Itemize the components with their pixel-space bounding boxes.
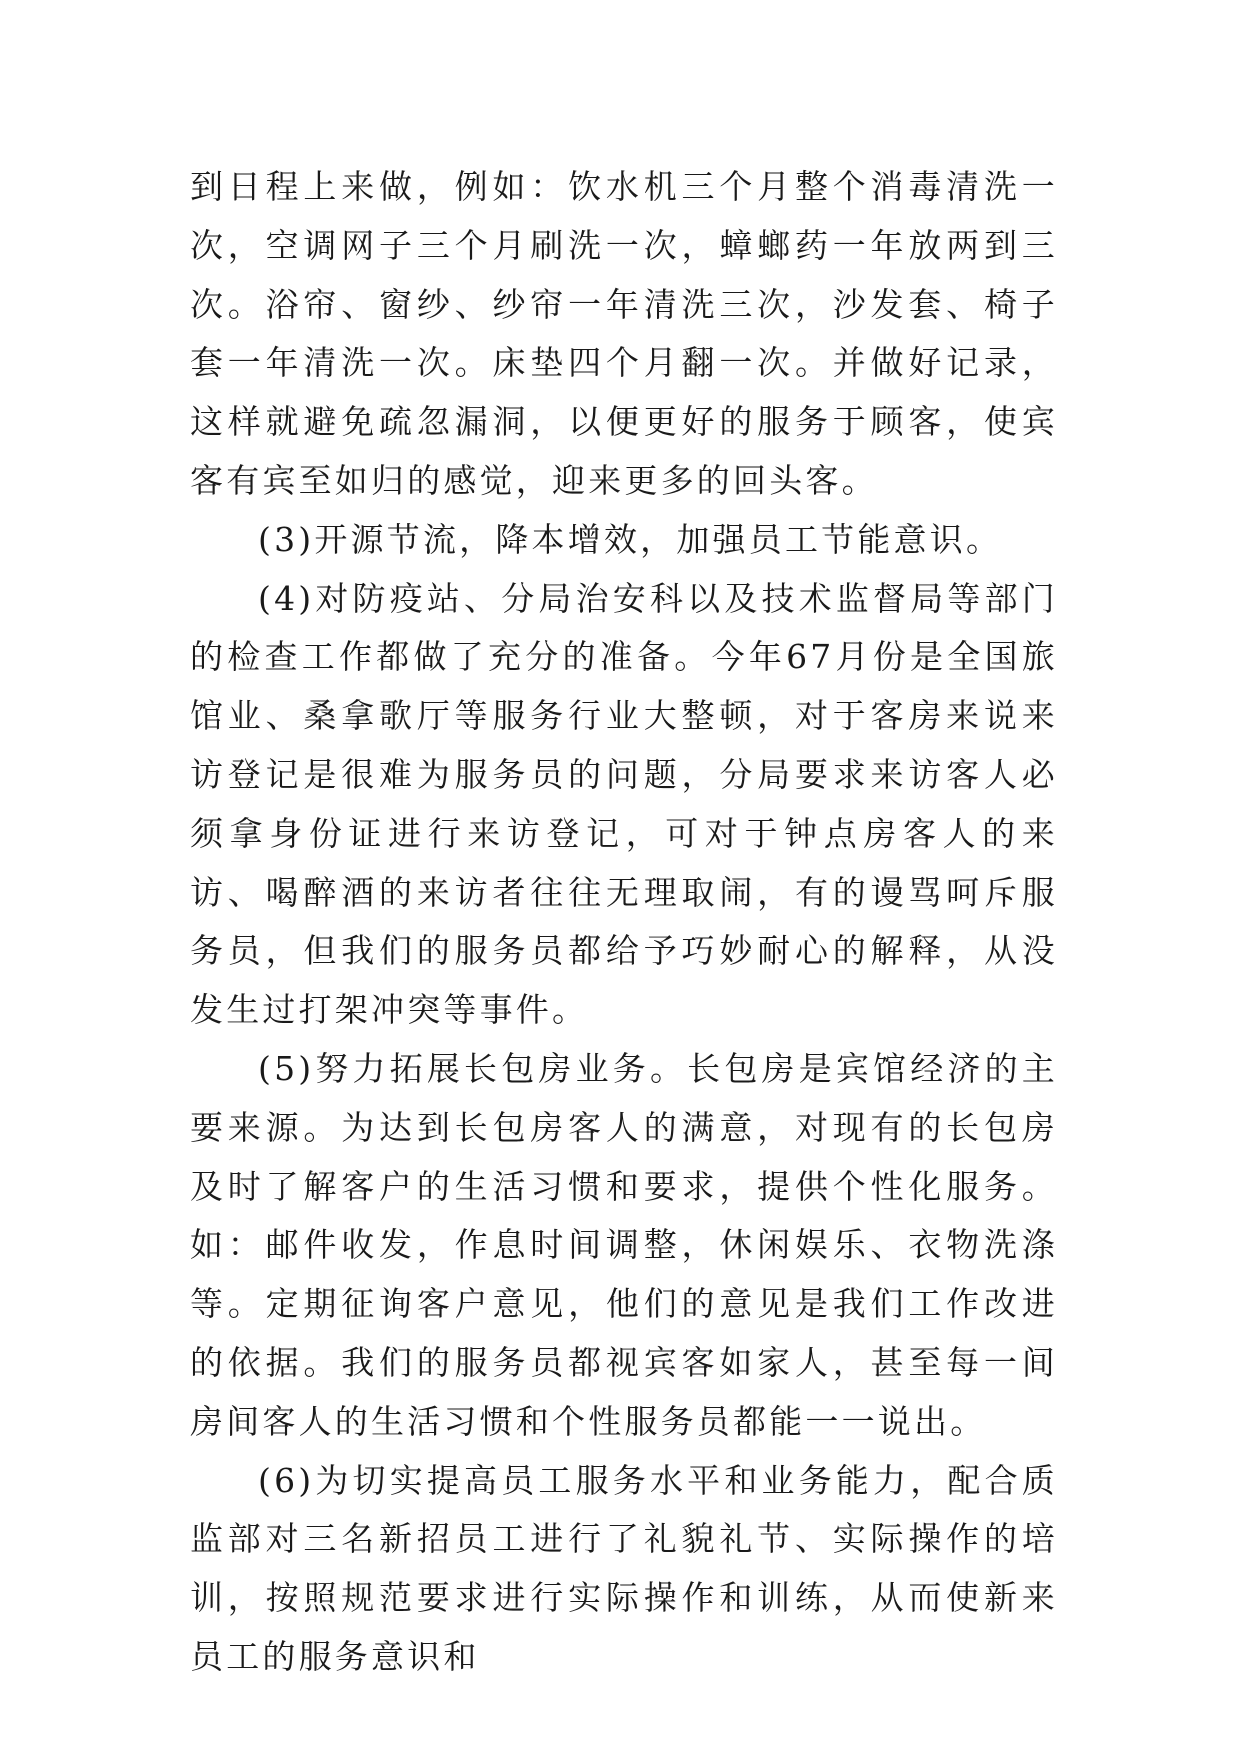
paragraph-item-5: (5)努力拓展长包房业务。长包房是宾馆经济的主要来源。为达到长包房客人的满意，对现有的长包房及时了解客户的生活习惯和要求，提供个性化服务。如：邮件收发，作息时间调整，休闲娱乐、衣物洗涤等。定期征询客户意见，他们的意见是我们工作改进的依据。我们的服务员都视宾客如家人，甚至每一间房间客人的生活习惯和个性服务员都能一一说出。 [190,1048,1058,1441]
document-body [190,158,1058,1687]
paragraph-item-4: (4)对防疫站、分局治安科以及技术监督局等部门的检查工作都做了充分的准备。今年67月份是全国旅馆业、桑拿歌厅等服务行业大整顿，对于客房来说来访登记是很难为服务员的问题，分局要求来访客人必须拿身份证进行来访登记，可对于钟点房客人的来访、喝醉酒的来访者往往无理取闹，有的谩骂呵斥服务员，但我们的服务员都给予巧妙耐心的解释，从没发生过打架冲突等事件。 [190,578,1058,1030]
paragraph-item-3: (3)开源节流，降本增效，加强员工节能意识。 [258,519,1003,559]
paragraph-item-6: (6)为切实提高员工服务水平和业务能力，配合质监部对三名新招员工进行了礼貌礼节、实际操作的培训，按照规范要求进行实际操作和训练，从而使新来员工的服务意识和 [190,1460,1058,1676]
paragraph-continuation: 到日程上来做，例如：饮水机三个月整个消毒清洗一次，空调网子三个月刷洗一次，蟑螂药一年放两到三次。浴帘、窗纱、纱帘一年清洗三次，沙发套、椅子套一年清洗一次。床垫四个月翻一次。并做好记录，这样就避免疏忽漏洞，以便更好的服务于顾客，使宾客有宾至如归的感觉，迎来更多的回头客。 [190,167,1058,500]
